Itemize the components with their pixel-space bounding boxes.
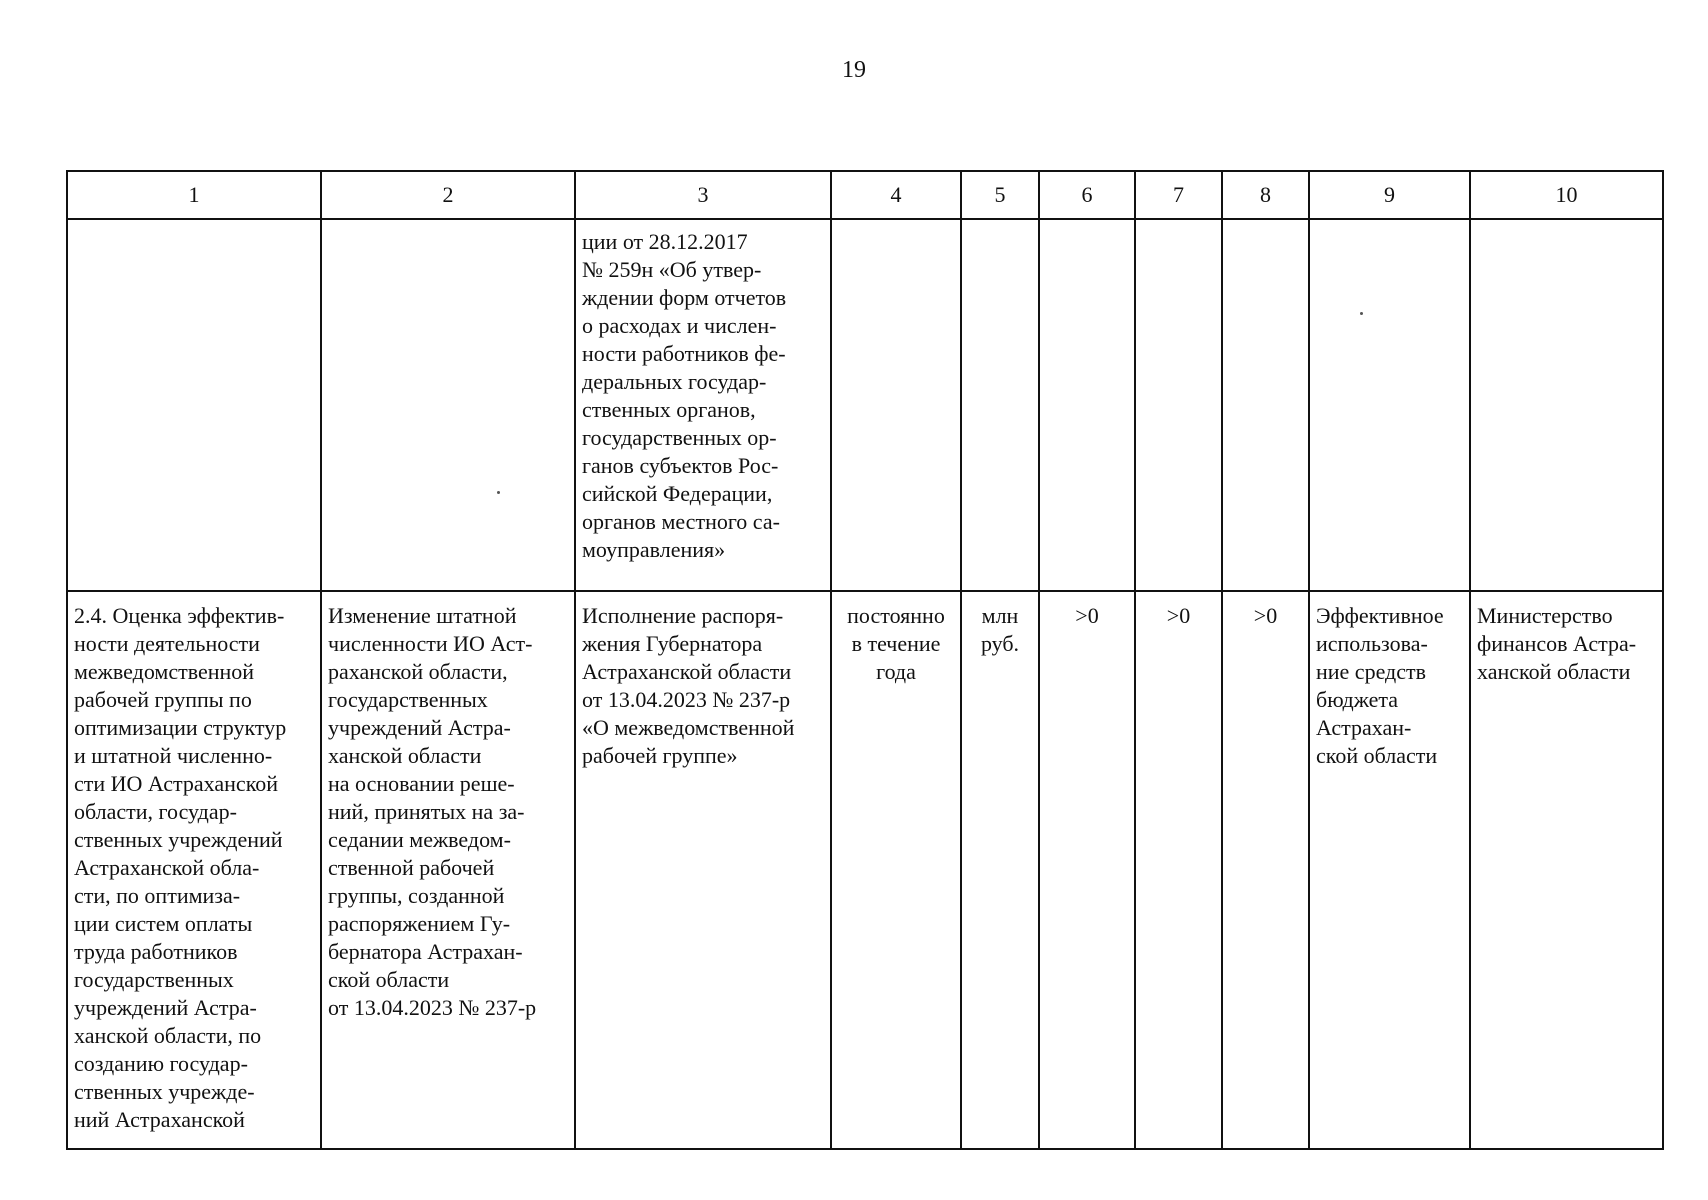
measure-unit: млн руб. <box>980 603 1020 656</box>
row-2-4-col-5 <box>961 591 1039 1149</box>
measure-value-7: >0 <box>1166 603 1191 628</box>
continued-col-10 <box>1470 219 1663 591</box>
continued-col-7 <box>1135 219 1222 591</box>
header-col-10: 10 <box>1470 171 1663 219</box>
measure-deadline: постоянно в течение года <box>847 603 945 684</box>
row-2-4-col-9 <box>1309 591 1470 1149</box>
header-col-3: 3 <box>575 171 831 219</box>
table-row-continued <box>67 219 1663 591</box>
header-col-4: 4 <box>831 171 961 219</box>
header-col-9: 9 <box>1309 171 1470 219</box>
row-2-4-col-3 <box>575 591 831 1149</box>
measure-value-8: >0 <box>1253 603 1278 628</box>
header-col-5: 5 <box>961 171 1039 219</box>
row-2-4-col-10 <box>1470 591 1663 1149</box>
header-col-1: 1 <box>67 171 321 219</box>
measure-legal-basis: Исполнение распоря- жения Губернатора Астраханской области от 13.04.2023 № 237-р «О межведомственной рабочей группе» <box>582 603 795 768</box>
continued-col-8 <box>1222 219 1309 591</box>
continued-col-6 <box>1039 219 1135 591</box>
header-col-6: 6 <box>1039 171 1135 219</box>
continued-col-5 <box>961 219 1039 591</box>
measure-effect: Эффективное использова- ние средств бюджета Астрахан- ской области <box>1316 603 1444 768</box>
measure-result: Изменение штатной численности ИО Аст- раханской области, государственных учреждений Астра- ханской области на основании реше- ний, принятых на за- седании межведом- ственной рабочей группы, созданной распоряжением Гу- бернатора Астрахан- ской области от 13.04.2023 № 237-р <box>328 603 537 1020</box>
measure-responsible: Министерство финансов Астра- ханской области <box>1477 603 1637 684</box>
row-2-4-col-6 <box>1039 591 1135 1149</box>
continued-col-4 <box>831 219 961 591</box>
continued-col-9 <box>1309 219 1470 591</box>
page-number: 19 <box>842 57 866 83</box>
continued-col-1 <box>67 219 321 591</box>
scan-speck <box>1360 312 1363 315</box>
continued-legal-basis: ции от 28.12.2017 № 259н «Об утвер- ждении форм отчетов о расходах и числен- ности работников фе- деральных государ- ственных органов, государственных ор- ганов субъектов Рос- сийской Федерации, органов местного са- моуправления» <box>582 229 787 562</box>
continued-col-3 <box>575 219 831 591</box>
continued-col-2 <box>321 219 575 591</box>
row-2-4-col-7 <box>1135 591 1222 1149</box>
measure-name: 2.4. Оценка эффектив- ности деятельности межведомственной рабочей группы по оптимизации структур и штатной численно- сти ИО Астраханской области, государ- ственных учреждений Астраханской обла- сти, по оптимиза- ции систем оплаты труда работников государственных учреждений Астра- ханской области, по созданию государ- ственных учрежде- ний Астраханской <box>74 603 287 1132</box>
row-2-4-col-2 <box>321 591 575 1149</box>
header-col-2: 2 <box>321 171 575 219</box>
header-row <box>67 171 1663 219</box>
row-2-4-col-4 <box>831 591 961 1149</box>
measure-value-6: >0 <box>1075 603 1099 628</box>
table-row-2-4 <box>67 591 1663 1149</box>
header-col-8: 8 <box>1222 171 1309 219</box>
measures-table <box>66 170 1664 1150</box>
row-2-4-col-8 <box>1222 591 1309 1149</box>
scan-speck <box>497 491 500 494</box>
header-col-7: 7 <box>1135 171 1222 219</box>
row-2-4-col-1 <box>67 591 321 1149</box>
